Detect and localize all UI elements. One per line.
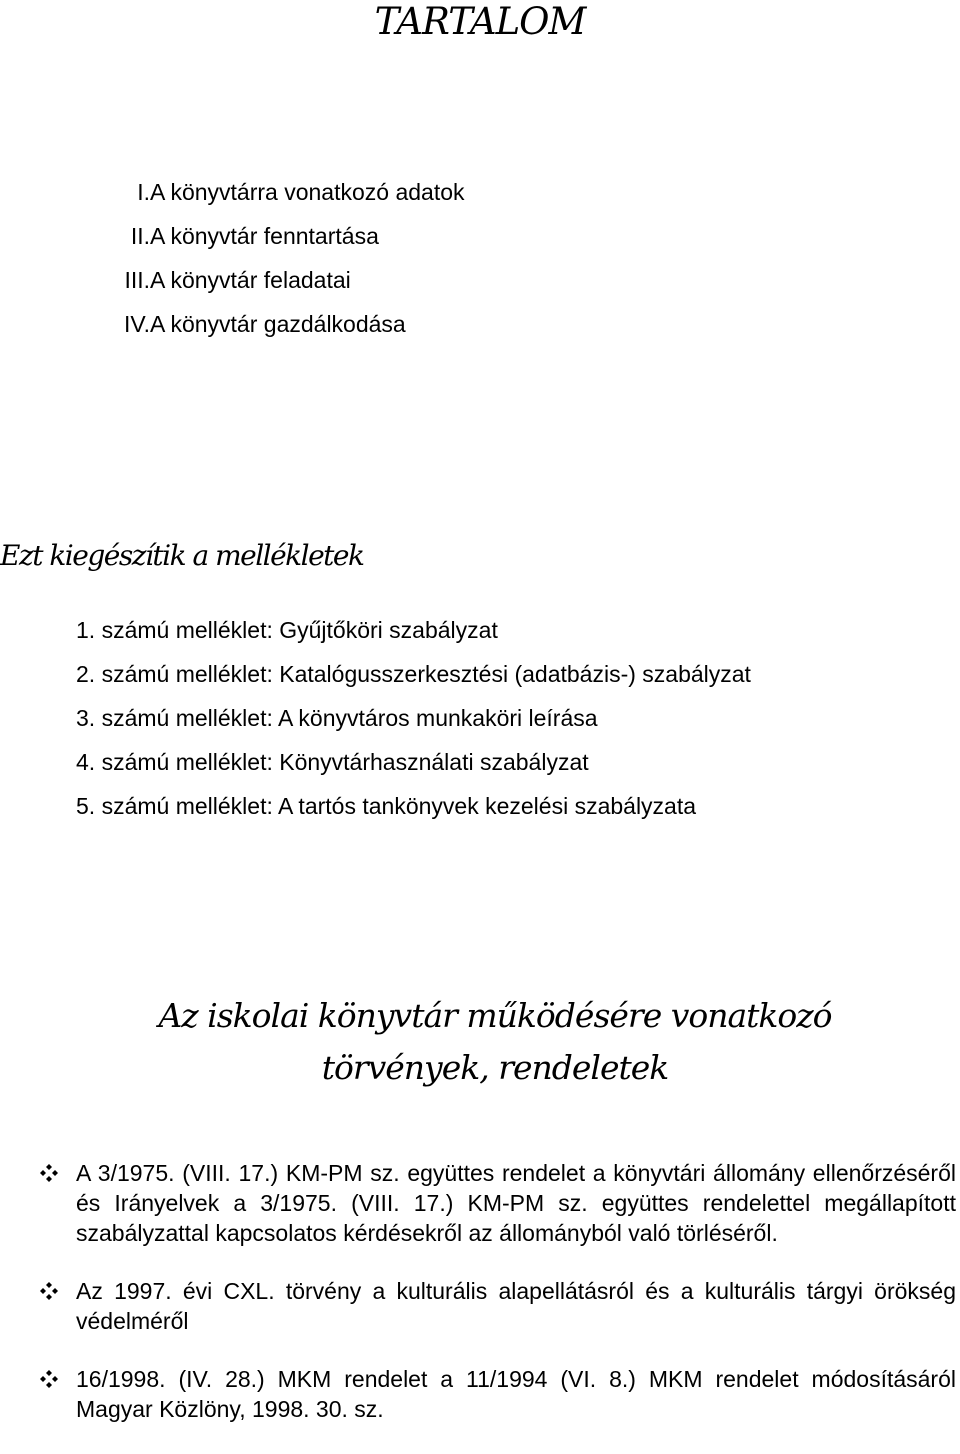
- toc-label: A könyvtár feladatai: [150, 267, 351, 293]
- appendix-item: 2. számú melléklet: Katalógusszerkesztési (adatbázis-) szabályzat: [76, 661, 751, 687]
- appendix-item: 3. számú melléklet: A könyvtáros munkaköri leírása: [76, 705, 598, 731]
- toc-number: I.: [137, 179, 150, 205]
- laws-heading-line-2: törvények, rendeletek: [321, 1048, 669, 1087]
- appendix-item: 5. számú melléklet: A tartós tankönyvek kezelési szabályzata: [76, 793, 697, 819]
- toc-number: IV.: [123, 311, 150, 337]
- law-item: [40, 1276, 956, 1336]
- law-item: [40, 1158, 956, 1248]
- appendices-list: [76, 608, 936, 828]
- law-text: Az 1997. évi CXL. törvény a kulturális alapellátásról és a kulturális tárgyi örökség védelméről: [76, 1278, 956, 1334]
- appendices-heading: Ezt kiegészítik a mellékletek: [0, 539, 364, 572]
- toc-item: [60, 214, 860, 258]
- table-of-contents: [60, 170, 860, 346]
- toc-item: [60, 170, 860, 214]
- toc-number: III.: [124, 267, 150, 293]
- appendix-item: 4. számú melléklet: Könyvtárhasználati szabályzat: [76, 749, 589, 775]
- four-diamond-bullet-icon: [40, 1370, 58, 1388]
- toc-label: A könyvtárra vonatkozó adatok: [150, 179, 465, 205]
- toc-label: A könyvtár fenntartása: [150, 223, 379, 249]
- laws-list: [40, 1158, 956, 1424]
- four-diamond-bullet-icon: [40, 1282, 58, 1300]
- four-diamond-bullet-icon: [40, 1164, 58, 1182]
- law-text: A 3/1975. (VIII. 17.) KM-PM sz. együttes rendelet a könyvtári állomány ellenőrzéséről és Irányelvek a 3/1975. (VIII. 17.) KM-PM sz. együttes rendelettel megállapított szabályzattal kapcsolatos kérdésekről az állományból való törléséről.: [76, 1160, 956, 1246]
- laws-heading: [0, 990, 960, 1094]
- law-item: [40, 1364, 956, 1424]
- toc-label: A könyvtár gazdálkodása: [150, 311, 406, 337]
- toc-item: [60, 258, 860, 302]
- laws-heading-line-1: Az iskolai könyvtár működésére vonatkozó: [158, 996, 832, 1035]
- toc-number: II.: [130, 223, 150, 249]
- appendix-item: 1. számú melléklet: Gyűjtőköri szabályzat: [76, 617, 498, 643]
- law-text: 16/1998. (IV. 28.) MKM rendelet a 11/1994 (VI. 8.) MKM rendelet módosításáról Magyar Közlöny, 1998. 30. sz.: [76, 1366, 956, 1422]
- toc-item: [60, 302, 860, 346]
- page-title: TARTALOM: [374, 0, 586, 43]
